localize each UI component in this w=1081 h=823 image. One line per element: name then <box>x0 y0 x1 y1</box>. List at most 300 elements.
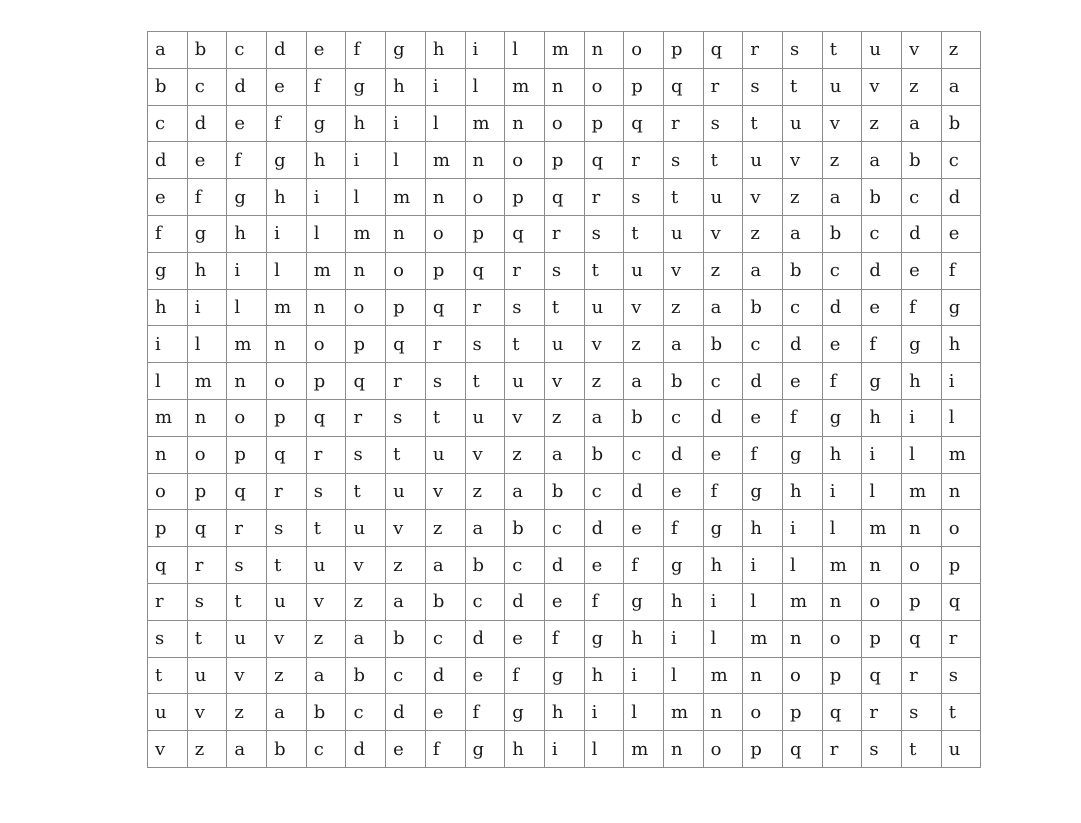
grid-cell: e <box>902 252 942 289</box>
grid-cell: r <box>187 547 227 584</box>
grid-cell: s <box>902 694 942 731</box>
grid-cell: t <box>386 436 426 473</box>
grid-cell: r <box>624 142 664 179</box>
grid-cell: e <box>267 68 307 105</box>
grid-cell: f <box>902 289 942 326</box>
grid-cell: m <box>544 32 584 69</box>
grid-cell: h <box>306 142 346 179</box>
grid-row <box>148 289 981 326</box>
grid-cell: p <box>902 583 942 620</box>
grid-cell: e <box>306 32 346 69</box>
grid-cell: q <box>346 363 386 400</box>
grid-cell: z <box>465 473 505 510</box>
grid-cell: d <box>743 363 783 400</box>
grid-cell: a <box>624 363 664 400</box>
grid-cell: c <box>584 473 624 510</box>
grid-cell: h <box>663 583 703 620</box>
grid-cell: f <box>941 252 981 289</box>
grid-cell: r <box>862 694 902 731</box>
grid-cell: b <box>505 510 545 547</box>
grid-cell: g <box>346 68 386 105</box>
grid-cell: r <box>148 583 188 620</box>
grid-cell: v <box>783 142 823 179</box>
grid-cell: f <box>465 694 505 731</box>
grid-cell: b <box>624 399 664 436</box>
grid-row <box>148 363 981 400</box>
grid-cell: h <box>227 215 267 252</box>
grid-cell: i <box>703 583 743 620</box>
grid-cell: u <box>584 289 624 326</box>
grid-cell: b <box>941 105 981 142</box>
grid-cell: m <box>148 399 188 436</box>
grid-cell: l <box>703 620 743 657</box>
grid-cell: c <box>743 326 783 363</box>
grid-cell: z <box>227 694 267 731</box>
grid-cell: r <box>425 326 465 363</box>
grid-cell: t <box>941 694 981 731</box>
grid-cell: a <box>544 436 584 473</box>
grid-row <box>148 68 981 105</box>
grid-cell: f <box>346 32 386 69</box>
grid-cell: v <box>346 547 386 584</box>
grid-cell: z <box>346 583 386 620</box>
grid-cell: o <box>306 326 346 363</box>
grid-cell: v <box>425 473 465 510</box>
grid-cell: i <box>346 142 386 179</box>
grid-cell: u <box>822 68 862 105</box>
grid-row <box>148 142 981 179</box>
grid-cell: p <box>505 179 545 216</box>
grid-cell: u <box>783 105 823 142</box>
grid-cell: q <box>386 326 426 363</box>
grid-cell: h <box>267 179 307 216</box>
grid-cell: c <box>306 731 346 768</box>
grid-cell: z <box>544 399 584 436</box>
grid-cell: f <box>783 399 823 436</box>
grid-cell: b <box>783 252 823 289</box>
grid-cell: d <box>505 583 545 620</box>
grid-cell: o <box>743 694 783 731</box>
grid-cell: i <box>743 547 783 584</box>
grid-cell: a <box>267 694 307 731</box>
grid-cell: e <box>783 363 823 400</box>
grid-cell: b <box>346 657 386 694</box>
grid-cell: d <box>346 731 386 768</box>
grid-cell: e <box>941 215 981 252</box>
grid-cell: g <box>584 620 624 657</box>
grid-cell: u <box>663 215 703 252</box>
grid-cell: t <box>148 657 188 694</box>
grid-cell: a <box>306 657 346 694</box>
grid-cell: b <box>267 731 307 768</box>
grid-cell: q <box>783 731 823 768</box>
grid-cell: n <box>227 363 267 400</box>
grid-cell: h <box>624 620 664 657</box>
grid-cell: g <box>743 473 783 510</box>
grid-cell: h <box>187 252 227 289</box>
grid-cell: g <box>822 399 862 436</box>
grid-cell: h <box>783 473 823 510</box>
grid-cell: r <box>584 179 624 216</box>
grid-cell: n <box>584 32 624 69</box>
grid-cell: q <box>703 32 743 69</box>
grid-cell: n <box>187 399 227 436</box>
grid-cell: m <box>822 547 862 584</box>
grid-cell: v <box>663 252 703 289</box>
grid-cell: q <box>306 399 346 436</box>
grid-cell: z <box>783 179 823 216</box>
grid-cell: u <box>148 694 188 731</box>
grid-cell: u <box>624 252 664 289</box>
grid-cell: g <box>663 547 703 584</box>
grid-cell: v <box>902 32 942 69</box>
grid-cell: u <box>544 326 584 363</box>
grid-cell: d <box>783 326 823 363</box>
letter-grid-table <box>147 31 981 768</box>
grid-cell: a <box>862 142 902 179</box>
grid-cell: z <box>505 436 545 473</box>
grid-cell: v <box>544 363 584 400</box>
grid-cell: i <box>227 252 267 289</box>
grid-cell: a <box>346 620 386 657</box>
grid-cell: r <box>346 399 386 436</box>
grid-cell: u <box>465 399 505 436</box>
grid-cell: h <box>941 326 981 363</box>
grid-cell: g <box>386 32 426 69</box>
grid-cell: f <box>187 179 227 216</box>
grid-cell: z <box>663 289 703 326</box>
grid-cell: v <box>505 399 545 436</box>
grid-cell: z <box>941 32 981 69</box>
grid-cell: s <box>227 547 267 584</box>
grid-cell: h <box>902 363 942 400</box>
grid-cell: f <box>544 620 584 657</box>
grid-cell: c <box>941 142 981 179</box>
grid-cell: l <box>663 657 703 694</box>
grid-cell: e <box>624 510 664 547</box>
grid-cell: q <box>862 657 902 694</box>
grid-cell: n <box>465 142 505 179</box>
grid-cell: l <box>346 179 386 216</box>
grid-cell: n <box>544 68 584 105</box>
grid-cell: m <box>743 620 783 657</box>
grid-cell: h <box>822 436 862 473</box>
grid-row <box>148 105 981 142</box>
grid-cell: v <box>187 694 227 731</box>
grid-cell: o <box>346 289 386 326</box>
grid-cell: l <box>822 510 862 547</box>
grid-cell: a <box>663 326 703 363</box>
grid-cell: h <box>862 399 902 436</box>
grid-cell: v <box>306 583 346 620</box>
grid-cell: f <box>227 142 267 179</box>
grid-cell: m <box>862 510 902 547</box>
grid-cell: p <box>584 105 624 142</box>
grid-cell: r <box>743 32 783 69</box>
grid-cell: l <box>148 363 188 400</box>
grid-cell: n <box>386 215 426 252</box>
grid-cell: d <box>544 547 584 584</box>
grid-cell: e <box>544 583 584 620</box>
grid-cell: i <box>544 731 584 768</box>
grid-cell: m <box>425 142 465 179</box>
grid-cell: t <box>425 399 465 436</box>
grid-cell: f <box>862 326 902 363</box>
grid-cell: z <box>624 326 664 363</box>
grid-row <box>148 547 981 584</box>
grid-cell: u <box>505 363 545 400</box>
grid-cell: b <box>743 289 783 326</box>
grid-cell: n <box>941 473 981 510</box>
grid-cell: u <box>703 179 743 216</box>
grid-row <box>148 473 981 510</box>
grid-cell: i <box>902 399 942 436</box>
grid-cell: l <box>227 289 267 326</box>
grid-cell: v <box>862 68 902 105</box>
grid-cell: o <box>267 363 307 400</box>
grid-cell: q <box>505 215 545 252</box>
grid-cell: h <box>505 731 545 768</box>
grid-cell: p <box>465 215 505 252</box>
grid-cell: p <box>941 547 981 584</box>
grid-cell: e <box>663 473 703 510</box>
grid-cell: v <box>703 215 743 252</box>
grid-cell: f <box>743 436 783 473</box>
grid-cell: t <box>663 179 703 216</box>
grid-cell: s <box>346 436 386 473</box>
grid-cell: d <box>227 68 267 105</box>
grid-cell: r <box>544 215 584 252</box>
grid-cell: s <box>267 510 307 547</box>
grid-cell: d <box>425 657 465 694</box>
grid-cell: r <box>663 105 703 142</box>
grid-row <box>148 32 981 69</box>
grid-cell: l <box>386 142 426 179</box>
grid-cell: b <box>902 142 942 179</box>
grid-cell: q <box>624 105 664 142</box>
grid-cell: i <box>187 289 227 326</box>
grid-cell: q <box>425 289 465 326</box>
grid-cell: e <box>822 326 862 363</box>
grid-cell: l <box>267 252 307 289</box>
grid-cell: d <box>624 473 664 510</box>
grid-cell: i <box>862 436 902 473</box>
grid-cell: n <box>267 326 307 363</box>
grid-cell: p <box>386 289 426 326</box>
grid-cell: s <box>941 657 981 694</box>
grid-cell: f <box>267 105 307 142</box>
grid-row <box>148 620 981 657</box>
grid-cell: a <box>425 547 465 584</box>
grid-cell: m <box>267 289 307 326</box>
grid-cell: n <box>425 179 465 216</box>
grid-cell: q <box>822 694 862 731</box>
grid-cell: l <box>783 547 823 584</box>
grid-cell: e <box>425 694 465 731</box>
grid-cell: m <box>306 252 346 289</box>
grid-cell: u <box>187 657 227 694</box>
grid-cell: m <box>624 731 664 768</box>
grid-cell: c <box>227 32 267 69</box>
grid-cell: m <box>663 694 703 731</box>
grid-cell: z <box>584 363 624 400</box>
grid-cell: m <box>703 657 743 694</box>
grid-cell: e <box>227 105 267 142</box>
grid-cell: a <box>227 731 267 768</box>
grid-cell: s <box>663 142 703 179</box>
grid-cell: o <box>425 215 465 252</box>
grid-cell: o <box>902 547 942 584</box>
grid-cell: o <box>505 142 545 179</box>
grid-cell: p <box>544 142 584 179</box>
grid-cell: z <box>902 68 942 105</box>
grid-cell: h <box>148 289 188 326</box>
grid-cell: g <box>703 510 743 547</box>
grid-cell: m <box>505 68 545 105</box>
grid-cell: h <box>425 32 465 69</box>
grid-cell: d <box>862 252 902 289</box>
grid-cell: d <box>941 179 981 216</box>
grid-cell: n <box>743 657 783 694</box>
grid-cell: r <box>465 289 505 326</box>
grid-row <box>148 436 981 473</box>
grid-cell: v <box>743 179 783 216</box>
grid-cell: o <box>862 583 902 620</box>
grid-cell: t <box>822 32 862 69</box>
grid-cell: t <box>505 326 545 363</box>
grid-cell: q <box>902 620 942 657</box>
grid-cell: g <box>862 363 902 400</box>
grid-row <box>148 583 981 620</box>
grid-cell: f <box>148 215 188 252</box>
grid-cell: l <box>187 326 227 363</box>
grid-cell: s <box>743 68 783 105</box>
grid-cell: z <box>862 105 902 142</box>
grid-row <box>148 731 981 768</box>
grid-cell: c <box>783 289 823 326</box>
grid-cell: p <box>148 510 188 547</box>
grid-cell: v <box>584 326 624 363</box>
grid-cell: i <box>386 105 426 142</box>
grid-cell: d <box>267 32 307 69</box>
grid-cell: p <box>227 436 267 473</box>
grid-row <box>148 510 981 547</box>
grid-cell: e <box>465 657 505 694</box>
grid-cell: p <box>306 363 346 400</box>
grid-cell: d <box>902 215 942 252</box>
grid-cell: f <box>822 363 862 400</box>
grid-cell: r <box>902 657 942 694</box>
grid-cell: c <box>505 547 545 584</box>
grid-cell: f <box>425 731 465 768</box>
grid-cell: i <box>822 473 862 510</box>
grid-cell: t <box>584 252 624 289</box>
grid-cell: m <box>941 436 981 473</box>
grid-cell: c <box>346 694 386 731</box>
grid-row <box>148 252 981 289</box>
grid-cell: d <box>703 399 743 436</box>
grid-cell: g <box>187 215 227 252</box>
grid-cell: c <box>902 179 942 216</box>
grid-cell: q <box>584 142 624 179</box>
grid-cell: c <box>187 68 227 105</box>
grid-cell: r <box>703 68 743 105</box>
grid-cell: c <box>624 436 664 473</box>
grid-cell: c <box>425 620 465 657</box>
grid-cell: q <box>227 473 267 510</box>
grid-cell: i <box>148 326 188 363</box>
grid-cell: e <box>505 620 545 657</box>
grid-cell: l <box>505 32 545 69</box>
grid-cell: d <box>663 436 703 473</box>
grid-cell: i <box>663 620 703 657</box>
grid-cell: s <box>703 105 743 142</box>
grid-cell: d <box>584 510 624 547</box>
grid-cell: f <box>663 510 703 547</box>
grid-cell: e <box>386 731 426 768</box>
grid-cell: a <box>783 215 823 252</box>
grid-cell: q <box>187 510 227 547</box>
grid-cell: p <box>425 252 465 289</box>
grid-cell: o <box>703 731 743 768</box>
grid-cell: m <box>187 363 227 400</box>
grid-cell: t <box>227 583 267 620</box>
grid-cell: u <box>306 547 346 584</box>
grid-cell: z <box>425 510 465 547</box>
grid-cell: a <box>743 252 783 289</box>
grid-cell: b <box>465 547 505 584</box>
grid-cell: g <box>902 326 942 363</box>
grid-cell: s <box>465 326 505 363</box>
grid-cell: t <box>465 363 505 400</box>
grid-cell: t <box>267 547 307 584</box>
grid-cell: q <box>267 436 307 473</box>
grid-cell: a <box>584 399 624 436</box>
grid-cell: s <box>624 179 664 216</box>
grid-cell: p <box>187 473 227 510</box>
grid-cell: f <box>703 473 743 510</box>
grid-cell: o <box>783 657 823 694</box>
grid-cell: s <box>783 32 823 69</box>
grid-cell: o <box>584 68 624 105</box>
grid-cell: t <box>743 105 783 142</box>
grid-cell: v <box>148 731 188 768</box>
grid-cell: d <box>465 620 505 657</box>
grid-cell: v <box>267 620 307 657</box>
grid-cell: l <box>306 215 346 252</box>
grid-cell: a <box>822 179 862 216</box>
grid-cell: c <box>465 583 505 620</box>
grid-cell: n <box>346 252 386 289</box>
grid-cell: g <box>941 289 981 326</box>
grid-cell: g <box>227 179 267 216</box>
grid-cell: a <box>148 32 188 69</box>
grid-cell: i <box>783 510 823 547</box>
grid-cell: o <box>544 105 584 142</box>
grid-cell: n <box>663 731 703 768</box>
grid-cell: c <box>386 657 426 694</box>
grid-cell: b <box>386 620 426 657</box>
grid-cell: u <box>346 510 386 547</box>
grid-cell: v <box>386 510 426 547</box>
grid-cell: b <box>862 179 902 216</box>
grid-cell: s <box>386 399 426 436</box>
grid-cell: g <box>465 731 505 768</box>
grid-cell: z <box>386 547 426 584</box>
grid-cell: l <box>624 694 664 731</box>
grid-cell: q <box>663 68 703 105</box>
grid-cell: l <box>902 436 942 473</box>
